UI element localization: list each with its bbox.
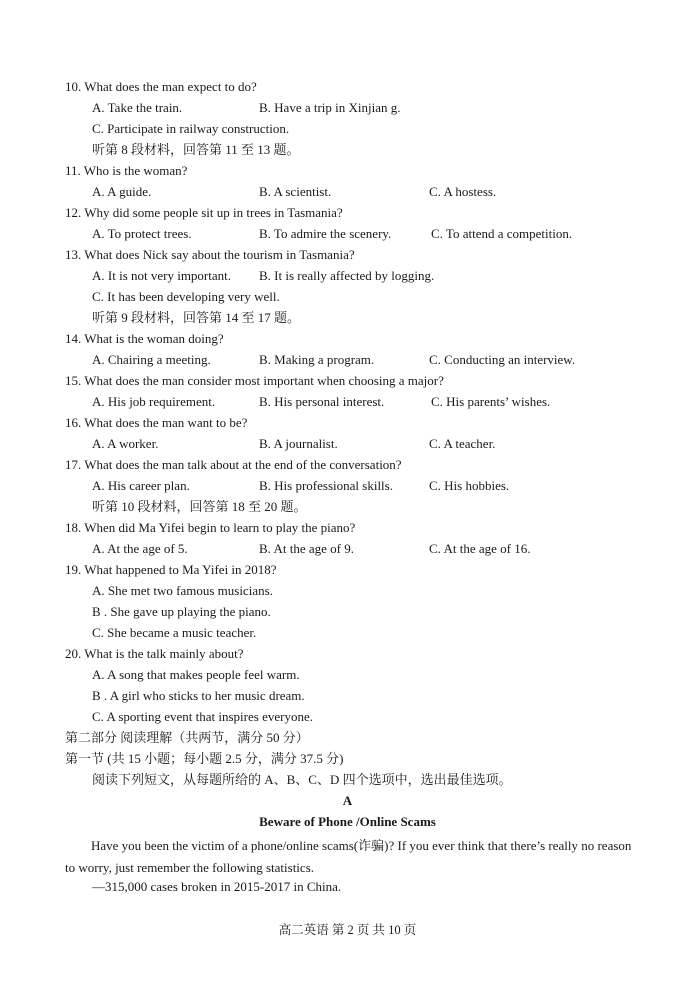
- section-instruction-10: 听第 10 段材料，回答第 18 至 20 题。: [92, 499, 307, 514]
- question-12-option-b: B. To admire the scenery.: [259, 226, 392, 241]
- question-12-option-c: C. To attend a competition.: [431, 226, 573, 241]
- page-footer: 高二英语 第 2 页 共 10 页: [278, 923, 417, 937]
- part-2-heading: 第二部分 阅读理解（共两节，满分 50 分）: [65, 730, 309, 745]
- question-15-option-b: B. His personal interest.: [259, 394, 385, 409]
- question-13-stem: 13. What does Nick say about the tourism in Tasmania?: [65, 247, 355, 262]
- question-18-option-b: B. At the age of 9.: [259, 541, 354, 556]
- question-14-option-c: C. Conducting an interview.: [429, 352, 576, 367]
- passage-paragraph-1: Have you been the victim of a phone/online scams(诈骗)? If you ever think that there’s really no reason to worry, just remember the following statistics.: [65, 838, 632, 875]
- passage-letter: A: [342, 793, 353, 808]
- question-18-stem: 18. When did Ma Yifei begin to learn to play the piano?: [65, 520, 356, 535]
- passage-title: Beware of Phone /Online Scams: [259, 814, 436, 829]
- question-20-option-c: C. A sporting event that inspires everyone.: [92, 709, 313, 724]
- question-11-option-b: B. A scientist.: [259, 184, 332, 199]
- question-20-stem: 20. What is the talk mainly about?: [65, 646, 244, 661]
- question-19-option-c: C. She became a music teacher.: [92, 625, 257, 640]
- question-17-option-b: B. His professional skills.: [259, 478, 393, 493]
- section-instruction-8: 听第 8 段材料，回答第 11 至 13 题。: [92, 142, 300, 157]
- question-14-stem: 14. What is the woman doing?: [65, 331, 224, 346]
- question-19-stem: 19. What happened to Ma Yifei in 2018?: [65, 562, 277, 577]
- question-14-option-b: B. Making a program.: [259, 352, 375, 367]
- question-10-option-c: C. Participate in railway construction.: [92, 121, 290, 136]
- question-11-option-a: A. A guide.: [92, 184, 152, 199]
- question-13-option-b: B. It is really affected by logging.: [259, 268, 435, 283]
- reading-instruction: 阅读下列短文，从每题所给的 A、B、C、D 四个选项中，选出最佳选项。: [92, 772, 512, 787]
- question-11-option-c: C. A hostess.: [429, 184, 497, 199]
- section-1-heading: 第一节 (共 15 小题；每小题 2.5 分，满分 37.5 分): [65, 751, 344, 766]
- question-20-option-a: A. A song that makes people feel warm.: [92, 667, 300, 682]
- question-14-option-a: A. Chairing a meeting.: [92, 352, 211, 367]
- question-19-option-a: A. She met two famous musicians.: [92, 583, 273, 598]
- question-10-stem: 10. What does the man expect to do?: [65, 79, 257, 94]
- question-17-option-a: A. His career plan.: [92, 478, 190, 493]
- question-16-option-c: C. A teacher.: [429, 436, 496, 451]
- passage-paragraph-2: —315,000 cases broken in 2015-2017 in China.: [92, 879, 342, 894]
- question-16-option-a: A. A worker.: [92, 436, 159, 451]
- question-15-stem: 15. What does the man consider most important when choosing a major?: [65, 373, 444, 388]
- question-15-option-a: A. His job requirement.: [92, 394, 216, 409]
- question-13-option-a: A. It is not very important.: [92, 268, 232, 283]
- question-10-option-a: A. Take the train.: [92, 100, 183, 115]
- question-20-option-b: B . A girl who sticks to her music dream.: [92, 688, 305, 703]
- question-11-stem: 11. Who is the woman?: [65, 163, 188, 178]
- question-13-option-c: C. It has been developing very well.: [92, 289, 280, 304]
- section-instruction-9: 听第 9 段材料，回答第 14 至 17 题。: [92, 310, 301, 325]
- question-19-option-b: B . She gave up playing the piano.: [92, 604, 271, 619]
- question-18-option-c: C. At the age of 16.: [429, 541, 531, 556]
- question-15-option-c: C. His parents’ wishes.: [431, 394, 551, 409]
- question-18-option-a: A. At the age of 5.: [92, 541, 188, 556]
- question-16-option-b: B. A journalist.: [259, 436, 338, 451]
- question-12-option-a: A. To protect trees.: [92, 226, 192, 241]
- question-12-stem: 12. Why did some people sit up in trees in Tasmania?: [65, 205, 343, 220]
- question-10-option-b: B. Have a trip in Xinjian g.: [259, 100, 401, 115]
- question-17-stem: 17. What does the man talk about at the end of the conversation?: [65, 457, 402, 472]
- question-17-option-c: C. His hobbies.: [429, 478, 510, 493]
- question-16-stem: 16. What does the man want to be?: [65, 415, 248, 430]
